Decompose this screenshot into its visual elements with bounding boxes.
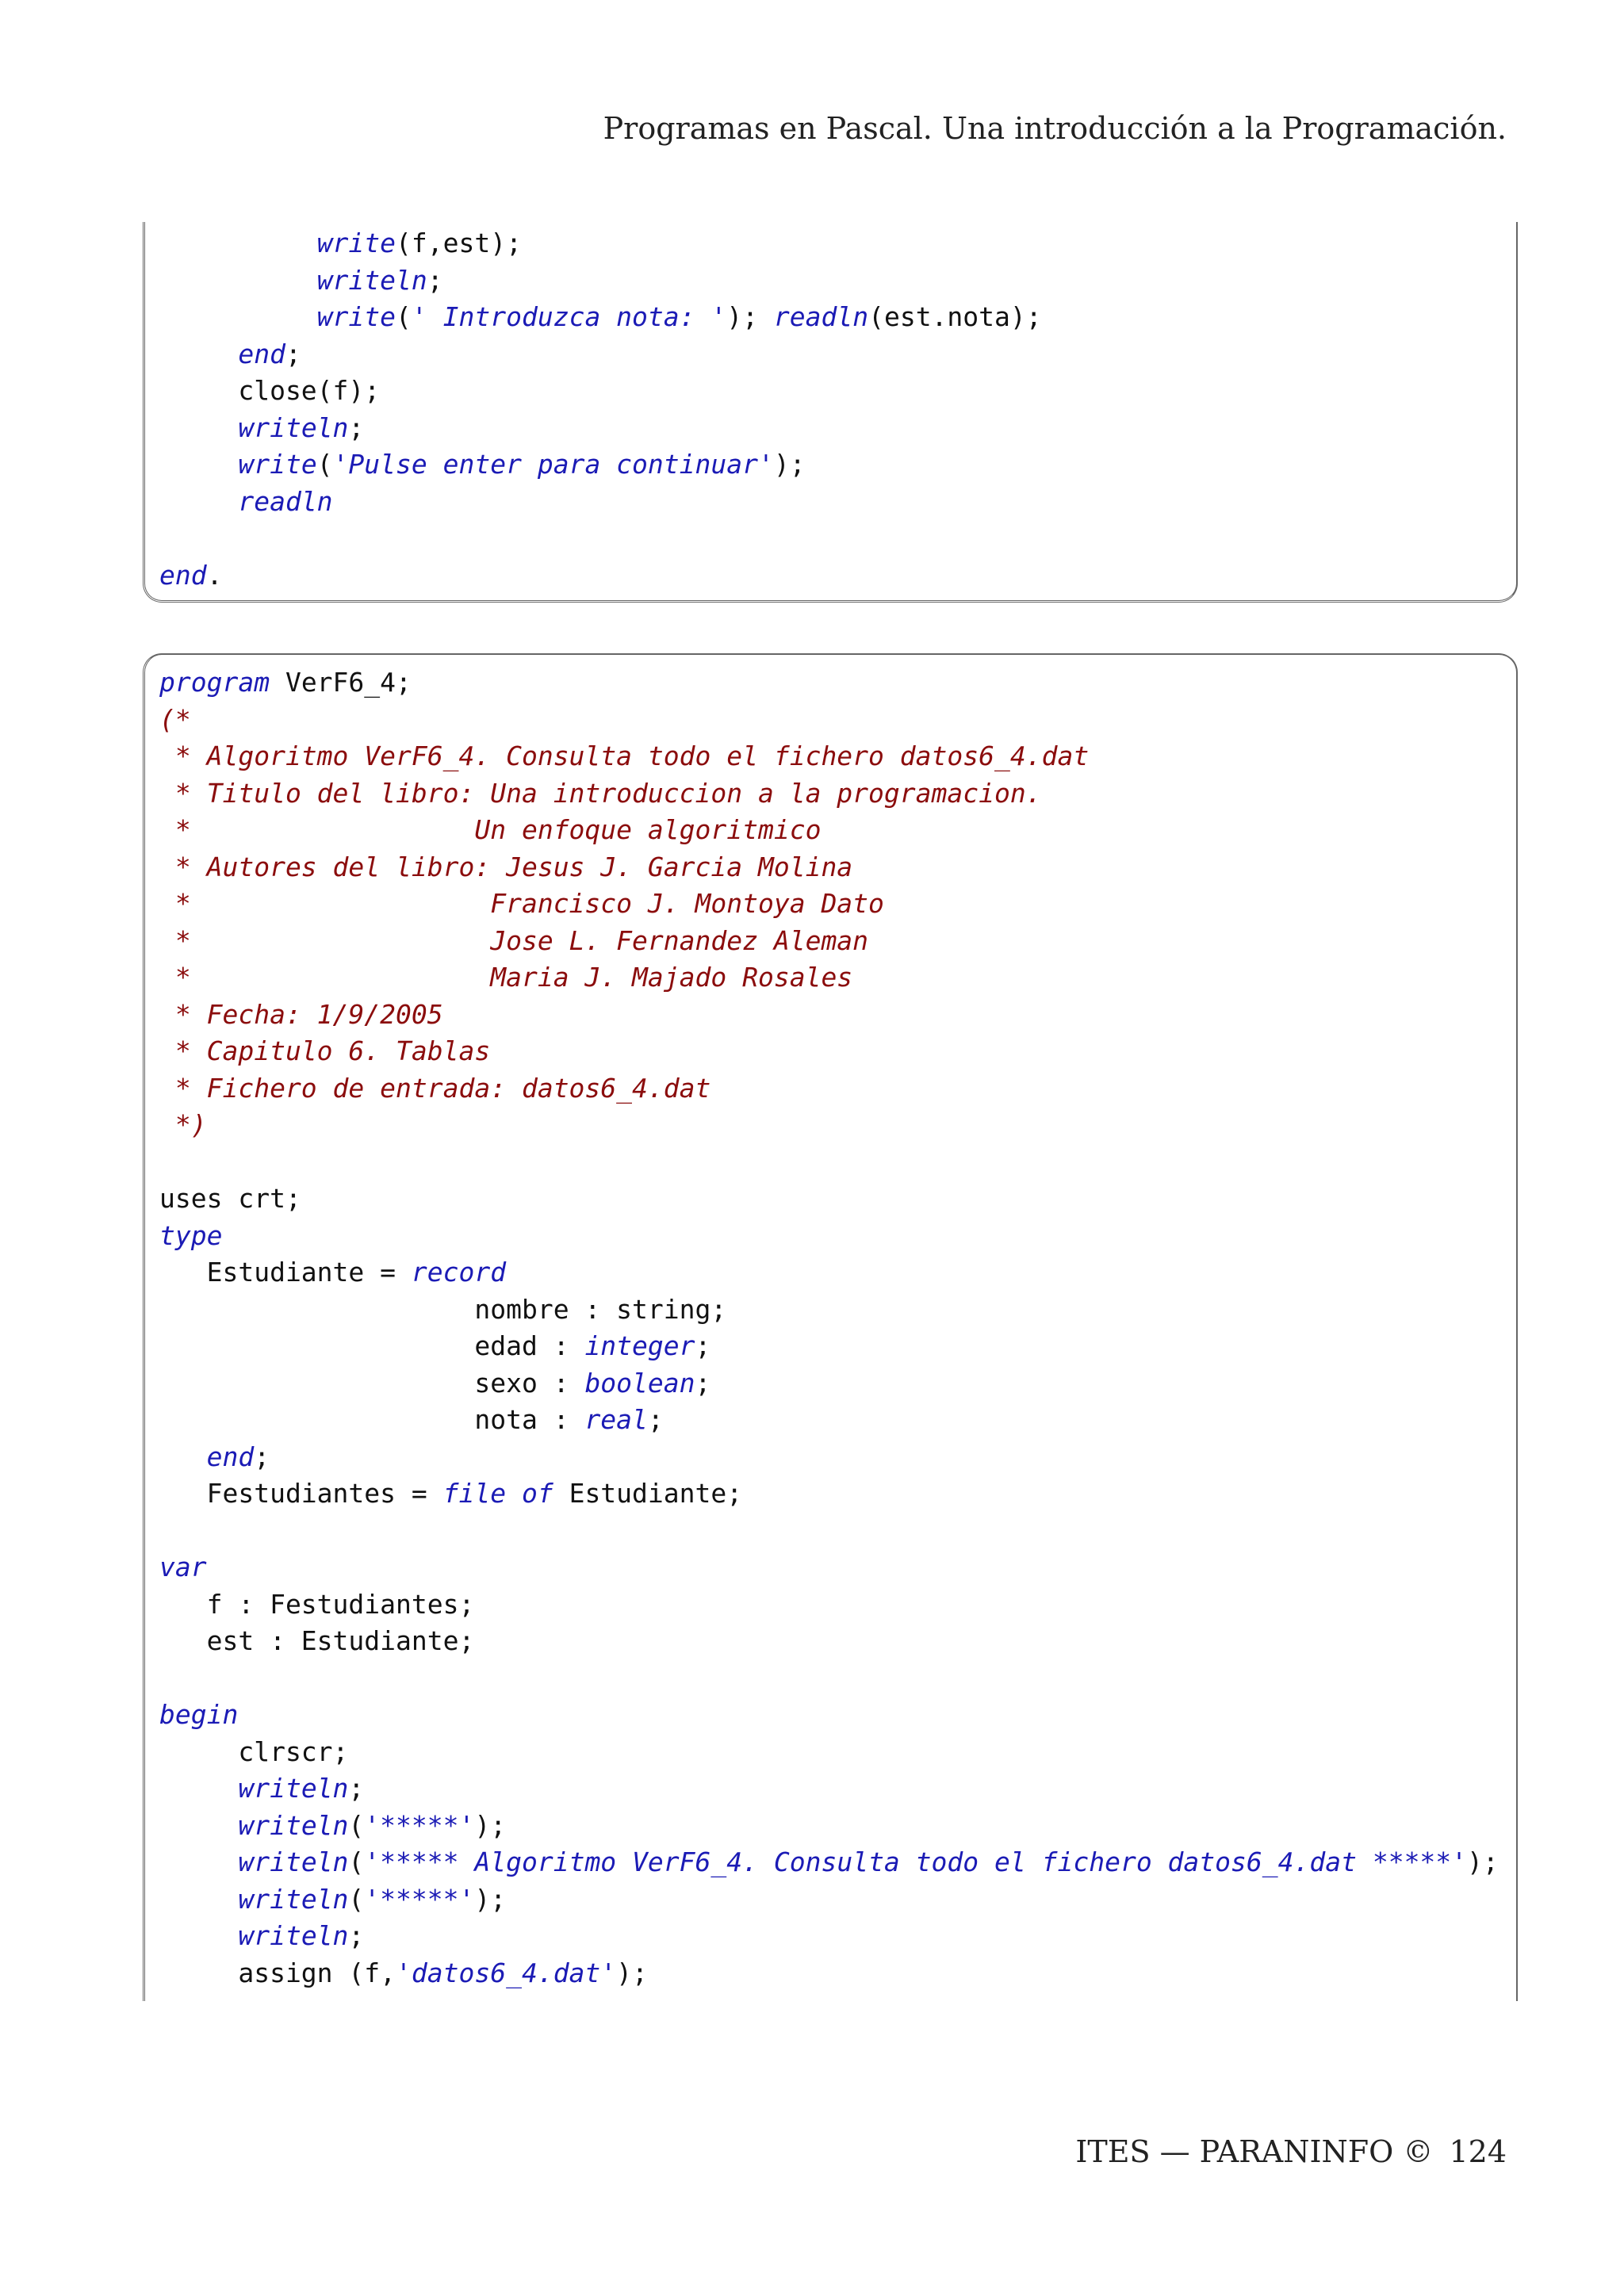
- code-text: assign (f,: [159, 1957, 396, 1988]
- code-text: (est.nota);: [868, 301, 1042, 332]
- code-line: [159, 1955, 1499, 1992]
- code-text: [159, 301, 317, 332]
- code-line: [159, 262, 1042, 300]
- code-string: 'Pulse enter para continuar': [332, 449, 774, 480]
- code-line: [159, 775, 1499, 813]
- code-line: [159, 520, 1042, 557]
- code-comment: (*: [159, 703, 191, 735]
- code-text: ;: [348, 1773, 365, 1804]
- code-text: .: [206, 559, 223, 591]
- code-text: (: [316, 449, 333, 480]
- code-comment: * Autores del libro: Jesus J. Garcia Molina: [159, 851, 853, 882]
- code-keyword: writeln: [238, 1883, 349, 1915]
- code-text: [159, 1884, 238, 1915]
- code-comment: * Titulo del libro: Una introduccion a la programacion.: [159, 777, 1042, 809]
- code-comment: * Jose L. Fernandez Aleman: [159, 924, 869, 956]
- code-line: [159, 1218, 1499, 1255]
- code-text: est : Estudiante;: [159, 1625, 475, 1656]
- code-string: ' Introduzca nota: ': [411, 301, 727, 332]
- code-line: [159, 959, 1499, 997]
- code-text: [159, 1810, 238, 1841]
- code-string: 'datos6_4.dat': [396, 1957, 617, 1988]
- code-line: [159, 446, 1042, 484]
- code-string: '***** Algoritmo VerF6_4. Consulta todo el fichero datos6_4.dat *****': [364, 1846, 1468, 1877]
- page-number: 124: [1449, 2134, 1507, 2169]
- code-text: (: [348, 1883, 365, 1915]
- code-comment: * Capitulo 6. Tablas: [159, 1035, 491, 1066]
- code-text: ;: [695, 1330, 711, 1361]
- code-comment: * Fichero de entrada: datos6_4.dat: [159, 1072, 711, 1104]
- code-text: ;: [348, 411, 365, 443]
- code-line: [159, 1881, 1499, 1919]
- code-line: [159, 1328, 1499, 1365]
- code-text: ;: [427, 264, 443, 296]
- code-line: [159, 738, 1499, 775]
- code-text: f : Festudiantes;: [159, 1588, 475, 1620]
- code-line: [159, 410, 1042, 447]
- code-line: [159, 1439, 1499, 1476]
- page-header: Programas en Pascal. Una introducción a la Programación.: [603, 111, 1507, 146]
- code-text: [159, 1773, 238, 1804]
- code-text: );: [474, 1809, 507, 1841]
- code-line: [159, 923, 1499, 960]
- code-keyword: begin: [159, 1699, 239, 1730]
- code-line: [159, 1402, 1499, 1439]
- code-keyword: boolean: [584, 1367, 695, 1399]
- code-keyword: writeln: [238, 1809, 349, 1841]
- code-text: ;: [348, 1920, 365, 1951]
- code-line: [159, 336, 1042, 373]
- code-line: [159, 1033, 1499, 1070]
- code-text: sexo :: [159, 1367, 585, 1399]
- code-keyword: write: [238, 449, 317, 480]
- code-keyword: end: [206, 1441, 255, 1472]
- code-line: [159, 1623, 1499, 1660]
- code-keyword: readln: [773, 301, 869, 332]
- code-line: [159, 1734, 1499, 1771]
- code-text: [159, 1920, 238, 1951]
- code-line: [159, 1844, 1499, 1881]
- code-comment: * Maria J. Majado Rosales: [159, 962, 853, 993]
- code-text: (f,est);: [396, 228, 522, 258]
- code-line: [159, 1070, 1499, 1108]
- code-text: );: [773, 449, 806, 480]
- code-line: [159, 849, 1499, 886]
- code-keyword: writeln: [238, 1920, 349, 1951]
- code-text: );: [1467, 1846, 1499, 1877]
- code-string: '*****': [364, 1809, 475, 1841]
- code-text: nota :: [159, 1404, 585, 1435]
- code-line: [159, 1107, 1499, 1144]
- code-text: );: [726, 301, 774, 332]
- code-line: [159, 1549, 1499, 1586]
- code-keyword: end: [159, 559, 207, 591]
- code-line: [159, 886, 1499, 923]
- code-keyword: writeln: [238, 1773, 349, 1804]
- code-text: ;: [647, 1404, 664, 1435]
- code-line: [159, 225, 1042, 262]
- code-text: [159, 1441, 207, 1472]
- publisher-credit: ITES — PARANINFO ©: [1075, 2134, 1434, 2169]
- code-text: Estudiante =: [159, 1257, 412, 1288]
- code-line: [159, 1770, 1499, 1808]
- code-comment: * Fecha: 1/9/2005: [159, 998, 443, 1030]
- code-text: Estudiante;: [553, 1478, 743, 1509]
- code-text: );: [616, 1957, 648, 1988]
- code-line: [159, 702, 1499, 739]
- code-line: [159, 1292, 1499, 1329]
- code-line: [159, 557, 1042, 595]
- code-text: edad :: [159, 1330, 585, 1361]
- code-line: [159, 1254, 1499, 1292]
- code-keyword: readln: [238, 485, 333, 517]
- code-line: [159, 1513, 1499, 1550]
- code-keyword: writeln: [238, 1846, 349, 1877]
- code-listing-verf6-4: [143, 653, 1518, 2001]
- code-keyword: writeln: [238, 411, 349, 443]
- code-text: [159, 486, 238, 517]
- code-line: [159, 1697, 1499, 1734]
- code-text: ;: [285, 338, 301, 369]
- code-text: [159, 265, 317, 296]
- code-keyword: real: [584, 1404, 648, 1435]
- code-keyword: write: [316, 228, 396, 258]
- code-line: [159, 664, 1499, 702]
- code-block: [159, 664, 1499, 1992]
- code-line: [159, 1365, 1499, 1402]
- code-text: (: [348, 1846, 365, 1877]
- code-listing-continued: [143, 222, 1518, 603]
- code-keyword: program: [159, 667, 270, 698]
- code-block: [159, 225, 1042, 594]
- code-text: [159, 449, 238, 480]
- code-keyword: writeln: [316, 264, 427, 296]
- code-text: VerF6_4;: [270, 667, 412, 698]
- code-line: [159, 1181, 1499, 1218]
- code-line: [159, 997, 1499, 1034]
- code-line: [159, 373, 1042, 410]
- code-string: '*****': [364, 1883, 475, 1915]
- code-line: [159, 1586, 1499, 1624]
- code-line: [159, 1144, 1499, 1181]
- code-keyword: integer: [584, 1330, 695, 1361]
- code-text: close(f);: [159, 375, 381, 406]
- code-text: uses crt;: [159, 1183, 301, 1214]
- code-keyword: record: [411, 1257, 507, 1288]
- code-keyword: type: [159, 1219, 223, 1251]
- code-text: ;: [254, 1441, 270, 1472]
- code-text: [159, 1846, 238, 1877]
- code-text: nombre : string;: [159, 1293, 727, 1325]
- code-line: [159, 1808, 1499, 1845]
- code-comment: * Un enfoque algoritmico: [159, 814, 822, 845]
- code-text: clrscr;: [159, 1735, 349, 1767]
- code-line: [159, 299, 1042, 336]
- code-line: [159, 484, 1042, 521]
- code-text: [159, 412, 238, 443]
- code-keyword: file of: [442, 1478, 553, 1509]
- code-text: ;: [695, 1367, 711, 1399]
- code-line: [159, 812, 1499, 849]
- code-comment: * Francisco J. Montoya Dato: [159, 888, 884, 919]
- code-line: [159, 1918, 1499, 1955]
- code-keyword: write: [316, 301, 396, 332]
- code-text: Festudiantes =: [159, 1478, 443, 1509]
- code-text: [159, 339, 238, 369]
- code-comment: * Algoritmo VerF6_4. Consulta todo el fichero datos6_4.dat: [159, 740, 1090, 771]
- code-line: [159, 1475, 1499, 1513]
- code-keyword: var: [159, 1552, 207, 1582]
- code-line: [159, 1660, 1499, 1697]
- code-text: (: [348, 1809, 365, 1841]
- code-text: [159, 228, 317, 258]
- page-footer: [1069, 2134, 1507, 2169]
- code-keyword: end: [238, 338, 285, 369]
- code-text: );: [474, 1883, 507, 1915]
- code-text: (: [396, 301, 412, 332]
- code-comment: *): [159, 1109, 207, 1140]
